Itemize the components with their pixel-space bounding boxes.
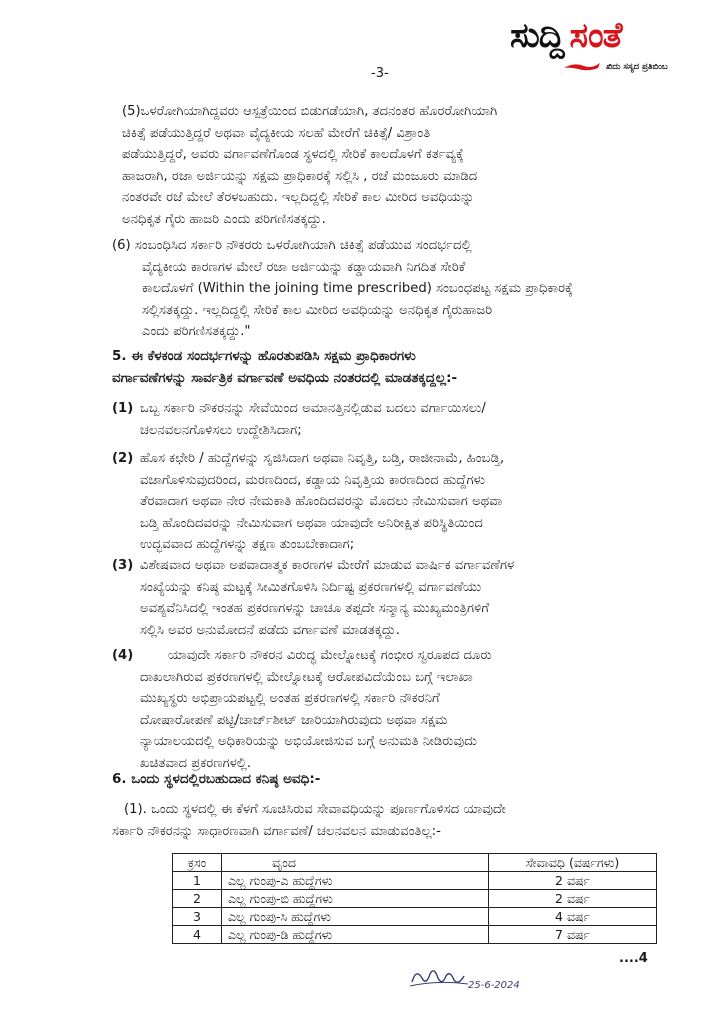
text-line: ಮುಖ್ಯಸ್ಥರು ಅಭಿಪ್ರಾಯಪಟ್ಟಲ್ಲಿ ಅಂತಹ ಪ್ರಕರಣಗಳಲ್ಲಿ ಸರ್ಕಾರಿ ನೌಕರನಿಗೆ: [140, 691, 440, 706]
text-line: (6) ಸಂಬಂಧಿಸಿದ ಸರ್ಕಾರಿ ನೌಕರರು ಒಳರೋಗಿಯಾಗಿ ಚಿಕಿತ್ಸೆ ಪಡೆಯುವ ಸಂದರ್ಭದಲ್ಲಿ: [112, 238, 472, 253]
cell-cadre: ಎಲ್ಲ ಗುಂಪು-ಡಿ ಹುದ್ದೆಗಳು: [222, 926, 489, 944]
cell-tenure: 4 ವರ್ಷ: [489, 908, 657, 926]
text-line: ಸಂಖ್ಯೆಯನ್ನು ಕನಿಷ್ಠ ಮಟ್ಟಕ್ಕೆ ಸೀಮಿತಗೊಳಿಸಿ ನಿರ್ದಿಷ್ಟ ಪ್ರಕರಣಗಳಲ್ಲಿ ವರ್ಗಾವಣೆಯು: [140, 579, 482, 595]
item-1-number: [112, 398, 133, 420]
continuation-marker: ....4: [619, 951, 648, 966]
text-line: ಎಂದು ಪರಿಗಣಿಸತಕ್ಕದ್ದು.": [142, 324, 251, 339]
text-line: ಖಚಿತವಾದ ಪ್ರಕರಣಗಳಲ್ಲಿ.: [140, 755, 252, 771]
col-header-serial: ಕ್ರಸಂ: [173, 854, 222, 872]
text-line: ಉದ್ಭವವಾದ ಹುದ್ದೆಗಳನ್ನು ತಕ್ಷಣ ತುಂಬಬೇಕಾದಾಗ;: [140, 537, 355, 552]
text-line: ತೆರವಾದಾಗ ಅಥವಾ ನೇರ ನೇಮಕಾತಿ ಹೊಂದಿದವರನ್ನು ಮೊದಲು ನೇಮಿಸುವಾಗ ಅಥವಾ: [140, 494, 503, 509]
col-header-cadre: ವೃಂದ: [222, 854, 489, 872]
heading-line: 5. ಈ ಕೆಳಕಂಡ ಸಂದರ್ಭಗಳನ್ನು ಹೊರತುಪಡಿಸಿ ಸಕ್ಷಮ ಪ್ರಾಧಿಕಾರಗಳು: [112, 348, 416, 364]
item-number: (4): [112, 648, 134, 663]
clause-5: [122, 101, 634, 230]
text-line: ಸಲ್ಲಿಸತಕ್ಕದ್ದು. ಇಲ್ಲದಿದ್ದಲ್ಲಿ ಸೇರಿಕೆ ಕಾಲ ಮೀರಿದ ಅವಧಿಯನ್ನು ಅನಧಿಕೃತ ಗೈರುಹಾಜರಿ: [142, 302, 493, 318]
text-line: ಸಲ್ಲಿಸಿ ಅವರ ಅನುಮೋದನೆ ಪಡೆದು ವರ್ಗಾವಣೆ ಮಾಡತಕ್ಕದ್ದು.: [140, 622, 400, 638]
cell-cadre: ಎಲ್ಲ ಗುಂಪು-ಸಿ ಹುದ್ದೆಗಳು: [222, 908, 489, 926]
text-line: ಚಲನವಲನಗೊಳಿಸಲು ಉದ್ದೇಶಿಸಿದಾಗ;: [140, 422, 302, 438]
cell-serial: 4: [173, 926, 222, 944]
cell-serial: 1: [173, 872, 222, 890]
text-line: ನಂತರವೇ ರಜೆ ಮೇಲೆ ತೆರಳಬಹುದು. ಇಲ್ಲದಿದ್ದಲ್ಲಿ ಸೇರಿಕೆ ಕಾಲ ಮೀರಿದ ಅವಧಿಯನ್ನು: [122, 190, 475, 205]
cell-tenure: 2 ವರ್ಷ: [489, 872, 657, 890]
text-line: ಹೊಸ ಕಛೇರಿ / ಹುದ್ದೆಗಳನ್ನು ಸೃಜಿಸಿದಾಗ ಅಥವಾ ನಿವೃತ್ತಿ, ಬಡ್ತಿ, ರಾಜೀನಾಮೆ, ಹಿಂಬಡ್ತಿ,: [140, 451, 505, 466]
text-line: ವಿಶೇಷವಾದ ಅಥವಾ ಅಪವಾದಾತ್ಮಕ ಕಾರಣಗಳ ಮೇರೆಗೆ ಮಾಡುವ ವಾರ್ಷಿಕ ವರ್ಗಾವಣೆಗಳ: [140, 558, 515, 573]
brand-logo: [510, 16, 710, 80]
item-number: (1): [112, 401, 134, 416]
col-header-tenure: ಸೇವಾವಧಿ (ವರ್ಷಗಳು): [489, 854, 657, 872]
text-line: ಕಾಲದೊಳಗೆ (Within the joining time prescribed) ಸಂಬಂಧಪಟ್ಟ ಸಕ್ಷಮ ಪ್ರಾಧಿಕಾರಕ್ಕೆ: [142, 281, 573, 296]
clause-6: [112, 235, 634, 343]
table-row: [173, 872, 657, 890]
bird-icon: [562, 60, 602, 72]
text-line: ನ್ಯಾಯಾಲಯದಲ್ಲಿ ಅಧಿಕಾರಿಯನ್ನು ಅಭಿಯೋಜಿಸುವ ಬಗ್ಗೆ ಅನುಮತಿ ನೀಡಿರುವುದು: [140, 734, 477, 749]
text-line: ಸರ್ಕಾರಿ ನೌಕರನನ್ನು ಸಾಧಾರಣವಾಗಿ ವರ್ಗಾವಣೆ/ ಚಲನವಲನ ಮಾಡುವಂತಿಲ್ಲ:-: [112, 823, 441, 839]
item-2: [140, 448, 652, 556]
item-3-number: [112, 555, 133, 577]
cell-cadre: ಎಲ್ಲ ಗುಂಪು-ಬಿ ಹುದ್ದೆಗಳು: [222, 890, 489, 908]
text-line: ಒಬ್ಬ ಸರ್ಕಾರಿ ನೌಕರನನ್ನು ಸೇವೆಯಿಂದ ಅಮಾನತ್ತಿನಲ್ಲಿಡುವ ಬದಲು ವರ್ಗಾಯಿಸಲು/: [140, 401, 486, 416]
cell-serial: 2: [173, 890, 222, 908]
table-row: [173, 908, 657, 926]
text-line: ವಜಾಗೊಳಿಸುವುದರಿಂದ, ಮರಣದಿಂದ, ಕಡ್ಡಾಯ ನಿವೃತ್ತಿಯ ಕಾರಣದಿಂದ ಹುದ್ದೆಗಳು: [140, 472, 486, 488]
text-line: (5)ಒಳರೋಗಿಯಾಗಿದ್ದವರು ಆಸ್ಪತ್ರೆಯಿಂದ ಬಿಡುಗಡೆಯಾಗಿ, ತದನಂತರ ಹೊರರೋಗಿಯಾಗಿ: [122, 104, 498, 119]
logo-name-part2: ಸಂತೆ: [569, 16, 622, 56]
cell-cadre: ಎಲ್ಲ ಗುಂಪು-ಎ ಹುದ್ದೆಗಳು: [222, 872, 489, 890]
item-4: [140, 645, 652, 774]
text-line: ಬಡ್ತಿ ಹೊಂದಿದವರನ್ನು ನೇಮಿಸುವಾಗ ಅಥವಾ ಯಾವುದೇ ಅನಿರೀಕ್ಷಿತ ಪರಿಸ್ಥಿತಿಯಿಂದ: [140, 515, 483, 531]
text-line: ವೈದ್ಯಕೀಯ ಕಾರಣಗಳ ಮೇಲೆ ರಜಾ ಅರ್ಜಿಯನ್ನು ಕಡ್ಡಾಯವಾಗಿ ನಿಗದಿತ ಸೇರಿಕೆ: [142, 259, 466, 275]
text-line: ದೋಷಾರೋಪಣೆ ಪಟ್ಟಿ/ಚಾರ್ಜ್‌ಶೀಟ್ ಜಾರಿಯಾಗಿರುವುದು ಅಥವಾ ಸಕ್ಷಮ: [140, 712, 448, 728]
heading-line: ವರ್ಗಾವಣೆಗಳನ್ನು ಸಾರ್ವತ್ರಿಕ ವರ್ಗಾವಣೆ ಅವಧಿಯ ನಂತರದಲ್ಲಿ ಮಾಡತಕ್ಕದ್ದಲ್ಲ:-: [112, 370, 458, 386]
item-number: (3): [112, 558, 134, 573]
text-line: ಅವಶ್ಯವೆನಿಸಿದಲ್ಲಿ ಇಂತಹ ಪ್ರಕರಣಗಳನ್ನು ಚಾಚೂ ತಪ್ಪದೇ ಸನ್ಮಾನ್ಯ ಮುಖ್ಯಮಂತ್ರಿಗಳಿಗೆ: [140, 601, 489, 616]
table-header-row: [173, 854, 657, 872]
text-line: (1). ಒಂದು ಸ್ಥಳದಲ್ಲಿ ಈ ಕೆಳಗೆ ಸೂಚಿಸಿರುವ ಸೇವಾವಧಿಯನ್ನು ಪೂರ್ಣಗೊಳಿಸದ ಯಾವುದೇ: [124, 802, 506, 817]
text-line: ದಾಖಲಾಗಿರುವ ಪ್ರಕರಣಗಳಲ್ಲಿ ಮೇಲ್ನೋಟಕ್ಕೆ ಆರೋಪವಿದೆಯೆಂಬ ಬಗ್ಗೆ ಇಲಾಖಾ: [140, 669, 473, 685]
cell-serial: 3: [173, 908, 222, 926]
cell-tenure: 2 ವರ್ಷ: [489, 890, 657, 908]
handwritten-signature: [408, 962, 548, 996]
logo-wordmark: [510, 16, 710, 56]
text-line: ಚಿಕಿತ್ಸೆ ಪಡೆಯುತ್ತಿದ್ದರೆ ಅಥವಾ ವೈದ್ಯಕೀಯ ಸಲಹೆ ಮೇರೆಗೆ ಚಿಕಿತ್ಸೆ/ ವಿಶ್ರಾಂತಿ: [122, 125, 431, 141]
item-4-number: [112, 645, 133, 667]
item-2-number: [112, 448, 133, 470]
section-6-heading: 6. ಒಂದು ಸ್ಥಳದಲ್ಲಿರಬಹುದಾದ ಕನಿಷ್ಠ ಅವಧಿ:-: [112, 771, 321, 787]
text-line: ಯಾವುದೇ ಸರ್ಕಾರಿ ನೌಕರನ ವಿರುದ್ಧ ಮೇಲ್ನೋಟಕ್ಕೆ ಗಂಭೀರ ಸ್ವರೂಪದ ದೂರು: [168, 648, 492, 663]
signature-date: 25-6-2024: [468, 980, 520, 991]
cell-tenure: 7 ವರ್ಷ: [489, 926, 657, 944]
item-1: [140, 398, 652, 441]
table-row: [173, 926, 657, 944]
logo-tagline: ಖಿದು ಸಸ್ಯದ ಪ್ರತಿಬಿಂಬ: [606, 62, 668, 72]
logo-name-part1: ಸುದ್ದಿ: [510, 16, 564, 56]
text-line: ಪಡೆಯುತ್ತಿದ್ದರೆ, ಅವರು ವರ್ಗಾವಣೆಗೊಂಡ ಸ್ಥಳದಲ್ಲಿ ಸೇರಿಕೆ ಕಾಲದೊಳಗೆ ಕರ್ತವ್ಯಕ್ಕೆ: [122, 147, 464, 162]
section-6-clause-1: [112, 799, 652, 842]
item-number: (2): [112, 451, 134, 466]
minimum-tenure-table: [172, 853, 657, 944]
text-line: ಹಾಜರಾಗಿ, ರಜಾ ಅರ್ಜಿಯನ್ನು ಸಕ್ಷಮ ಪ್ರಾಧಿಕಾರಕ್ಕೆ ಸಲ್ಲಿಸಿ , ರಜೆ ಮಂಜೂರು ಮಾಡಿದ: [122, 168, 478, 184]
page-number: -3-: [371, 66, 389, 81]
text-line: ಅನಧಿಕೃತ ಗೈರು ಹಾಜರಿ ಎಂದು ಪರಿಗಣಿಸತಕ್ಕದ್ದು.: [122, 211, 326, 227]
section-5-heading: [112, 345, 457, 389]
table-row: [173, 890, 657, 908]
item-3: [140, 555, 652, 641]
